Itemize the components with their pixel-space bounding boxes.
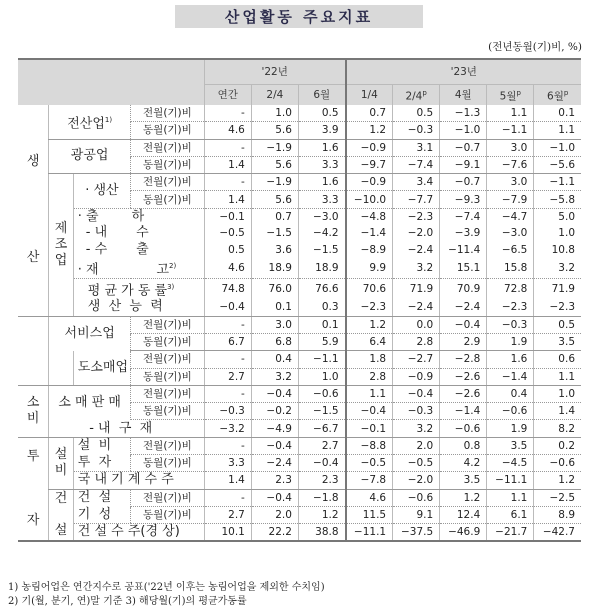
label-facility-inv-1: 설 비 <box>73 437 130 454</box>
cell-shipment-0: −0.1 <box>204 208 251 225</box>
cell-all_yoy-3: 1.2 <box>346 122 393 139</box>
cell-constr_mom-3: 4.6 <box>346 489 393 506</box>
label-facility-inv-2: 투 자 <box>73 455 130 472</box>
cell-shipment-1: 0.7 <box>251 208 298 225</box>
cell-wholesale_mom-5: −2.8 <box>440 351 487 368</box>
cell-retail_yoy-4: −0.3 <box>393 403 440 420</box>
label-mom: 전월(기)비 <box>131 316 205 333</box>
cell-constr_orders-3: −11.1 <box>346 524 393 542</box>
table-row <box>18 506 581 523</box>
cell-mining_mom-0: - <box>204 139 251 156</box>
cell-durables-7: 8.2 <box>534 420 581 437</box>
footnote-1: 1) 농림어업은 연간지수로 공표('22년 이후는 농림어업을 제외한 수치임) <box>8 582 325 593</box>
cell-domestic-7: 1.0 <box>534 225 581 241</box>
cell-wholesale_mom-7: 0.6 <box>534 351 581 368</box>
label-mom: 전월(기)비 <box>131 174 205 191</box>
cell-mining_mom-5: −0.7 <box>440 139 487 156</box>
cell-wholesale_yoy-3: 2.8 <box>346 368 393 385</box>
cell-durables-3: −0.1 <box>346 420 393 437</box>
cell-shipment-4: −2.3 <box>393 208 440 225</box>
cell-all_yoy-1: 5.6 <box>251 122 298 139</box>
header-blank <box>18 59 204 105</box>
cell-services_mom-6: −0.3 <box>487 316 534 333</box>
cell-services_mom-2: 0.1 <box>298 316 345 333</box>
label-construction-orders: 건 설 수 주(경 상) <box>73 524 204 542</box>
cell-retail_yoy-1: −0.2 <box>251 403 298 420</box>
label-capacity: 생 산 능 력 <box>73 299 204 316</box>
cell-services_mom-0: - <box>204 316 251 333</box>
cell-shipment-5: −7.4 <box>440 208 487 225</box>
cell-utilization-2: 76.6 <box>298 279 345 300</box>
table-row <box>18 524 581 542</box>
label-mom: 전월(기)비 <box>131 105 205 122</box>
cell-constr_orders-5: −46.9 <box>440 524 487 542</box>
cell-durables-2: −6.7 <box>298 420 345 437</box>
label-mom: 전월(기)비 <box>131 489 205 506</box>
section-manufacturing: 제 조 업 <box>49 174 74 316</box>
cell-services_yoy-6: 1.9 <box>487 333 534 350</box>
cell-mfg_yoy-0: 1.4 <box>204 191 251 208</box>
cell-facility_mom-5: 0.8 <box>440 437 487 454</box>
cell-constr_orders-4: −37.5 <box>393 524 440 542</box>
cell-domestic-6: −3.0 <box>487 225 534 241</box>
cell-constr_yoy-4: 9.1 <box>393 506 440 523</box>
cell-export-2: −1.5 <box>298 241 345 257</box>
col-header-5: 4월 <box>440 85 487 106</box>
label-construction-done-2: 기 성 <box>73 506 130 523</box>
cell-export-3: −8.9 <box>346 241 393 257</box>
cell-capacity-1: 0.1 <box>251 299 298 316</box>
table-row <box>18 420 581 437</box>
table-row <box>18 139 581 156</box>
label-construction-done-1: 건 설 <box>73 489 130 506</box>
cell-durables-4: 3.2 <box>393 420 440 437</box>
cell-domestic-1: −1.5 <box>251 225 298 241</box>
cell-services_yoy-7: 3.5 <box>534 333 581 350</box>
cell-constr_mom-5: 1.2 <box>440 489 487 506</box>
unit-label: (전년동월(기)비, %) <box>488 41 582 53</box>
cell-wholesale_yoy-6: −1.4 <box>487 368 534 385</box>
cell-durables-6: 1.9 <box>487 420 534 437</box>
label-mom: 전월(기)비 <box>131 139 205 156</box>
cell-facility_yoy-4: −0.5 <box>393 455 440 472</box>
label-inventory: · 재 고$^{2)}$ <box>73 258 204 279</box>
cell-facility_mom-1: −0.4 <box>251 437 298 454</box>
cell-services_mom-7: 0.5 <box>534 316 581 333</box>
cell-mining_yoy-4: −7.4 <box>393 156 440 173</box>
label-utilization: 평 균 가 동 률$^{3)}$ <box>73 279 204 300</box>
cell-capacity-7: −2.3 <box>534 299 581 316</box>
table-row <box>18 437 581 454</box>
cell-wholesale_yoy-4: −0.9 <box>393 368 440 385</box>
header-year-23: '23년 <box>346 59 581 85</box>
cell-services_yoy-4: 2.8 <box>393 333 440 350</box>
label-yoy: 동월(기)비 <box>131 191 205 208</box>
cell-facility_mom-2: 2.7 <box>298 437 345 454</box>
cell-retail_mom-1: −0.4 <box>251 385 298 402</box>
label-export: - 수 출 <box>73 241 204 257</box>
label-mom: 전월(기)비 <box>131 351 205 368</box>
cell-mining_mom-4: 3.1 <box>393 139 440 156</box>
cell-constr_orders-6: −21.7 <box>487 524 534 542</box>
cell-constr_orders-2: 38.8 <box>298 524 345 542</box>
cell-retail_yoy-6: −0.6 <box>487 403 534 420</box>
cell-all_mom-7: 0.1 <box>534 105 581 122</box>
col-header-7: 6월$^p$ <box>534 85 581 106</box>
cell-capacity-5: −2.4 <box>440 299 487 316</box>
cell-retail_mom-6: 0.4 <box>487 385 534 402</box>
cell-all_mom-1: 1.0 <box>251 105 298 122</box>
cell-retail_yoy-7: 1.4 <box>534 403 581 420</box>
section-production: 생 산 <box>18 105 49 316</box>
cell-facility_yoy-5: 4.2 <box>440 455 487 472</box>
cell-all_mom-6: 1.1 <box>487 105 534 122</box>
cell-constr_mom-1: −0.4 <box>251 489 298 506</box>
cell-mfg_yoy-1: 5.6 <box>251 191 298 208</box>
cell-mfg_mom-1: −1.9 <box>251 174 298 191</box>
cell-mfg_yoy-6: −7.9 <box>487 191 534 208</box>
cell-mining_mom-1: −1.9 <box>251 139 298 156</box>
label-yoy: 동월(기)비 <box>131 122 205 139</box>
cell-retail_mom-4: −0.4 <box>393 385 440 402</box>
cell-mfg_mom-6: 3.0 <box>487 174 534 191</box>
cell-domestic-4: −2.0 <box>393 225 440 241</box>
cell-utilization-7: 71.9 <box>534 279 581 300</box>
footnote-2: 2) 기(월, 분기, 연)말 기준 3) 해당월(기)의 평균가동률 <box>8 596 247 607</box>
table-row <box>18 455 581 472</box>
cell-capacity-2: 0.3 <box>298 299 345 316</box>
indicators-table <box>18 58 581 542</box>
cell-inventory-0: 4.6 <box>204 258 251 279</box>
cell-wholesale_mom-0: - <box>204 351 251 368</box>
label-durables: - 내 구 재 <box>49 420 205 437</box>
cell-utilization-6: 72.8 <box>487 279 534 300</box>
cell-constr_orders-0: 10.1 <box>204 524 251 542</box>
cell-capacity-0: −0.4 <box>204 299 251 316</box>
cell-mfg_mom-7: −1.1 <box>534 174 581 191</box>
cell-inventory-4: 3.2 <box>393 258 440 279</box>
cell-mfg_yoy-5: −9.3 <box>440 191 487 208</box>
section-construction: 건 설 <box>49 489 74 541</box>
cell-capacity-6: −2.3 <box>487 299 534 316</box>
cell-retail_mom-3: 1.1 <box>346 385 393 402</box>
cell-mining_yoy-2: 3.3 <box>298 156 345 173</box>
cell-shipment-3: −4.8 <box>346 208 393 225</box>
col-header-4: 2/4$^p$ <box>393 85 440 106</box>
cell-wholesale_yoy-2: 1.0 <box>298 368 345 385</box>
cell-retail_mom-0: - <box>204 385 251 402</box>
cell-all_yoy-2: 3.9 <box>298 122 345 139</box>
cell-utilization-3: 70.6 <box>346 279 393 300</box>
header-year-22: '22년 <box>204 59 345 85</box>
cell-wholesale_mom-1: 0.4 <box>251 351 298 368</box>
cell-machinery-0: 1.4 <box>204 472 251 489</box>
cell-mfg_mom-2: 1.6 <box>298 174 345 191</box>
cell-facility_mom-7: 0.2 <box>534 437 581 454</box>
cell-domestic-2: −4.2 <box>298 225 345 241</box>
cell-utilization-1: 76.0 <box>251 279 298 300</box>
label-mining: 광공업 <box>49 139 131 174</box>
label-yoy: 동월(기)비 <box>131 506 205 523</box>
label-yoy: 동월(기)비 <box>131 333 205 350</box>
cell-all_yoy-0: 4.6 <box>204 122 251 139</box>
cell-wholesale_mom-6: 1.6 <box>487 351 534 368</box>
cell-constr_yoy-1: 2.0 <box>251 506 298 523</box>
cell-export-6: −6.5 <box>487 241 534 257</box>
cell-services_mom-3: 1.2 <box>346 316 393 333</box>
cell-machinery-1: 2.3 <box>251 472 298 489</box>
cell-mfg_yoy-3: −10.0 <box>346 191 393 208</box>
col-header-3: 1/4 <box>346 85 393 106</box>
table-row <box>18 299 581 316</box>
cell-wholesale_yoy-7: 1.1 <box>534 368 581 385</box>
cell-durables-1: −4.9 <box>251 420 298 437</box>
label-mom: 전월(기)비 <box>131 437 205 454</box>
cell-constr_mom-6: 1.1 <box>487 489 534 506</box>
wholesale-indent <box>49 351 74 386</box>
cell-services_yoy-3: 6.4 <box>346 333 393 350</box>
cell-retail_yoy-5: −1.4 <box>440 403 487 420</box>
cell-wholesale_mom-4: −2.7 <box>393 351 440 368</box>
cell-facility_yoy-0: 3.3 <box>204 455 251 472</box>
cell-mining_yoy-1: 5.6 <box>251 156 298 173</box>
cell-mining_mom-6: 3.0 <box>487 139 534 156</box>
cell-utilization-0: 74.8 <box>204 279 251 300</box>
cell-machinery-6: −11.1 <box>487 472 534 489</box>
cell-retail_yoy-2: −1.5 <box>298 403 345 420</box>
table-row <box>18 208 581 225</box>
col-header-6: 5월$^p$ <box>487 85 534 106</box>
cell-mfg_mom-5: −0.7 <box>440 174 487 191</box>
cell-shipment-2: −3.0 <box>298 208 345 225</box>
cell-export-7: 10.8 <box>534 241 581 257</box>
cell-inventory-5: 15.1 <box>440 258 487 279</box>
cell-mfg_mom-0: - <box>204 174 251 191</box>
label-services: 서비스업 <box>49 316 131 351</box>
table-row <box>18 385 581 402</box>
cell-inventory-1: 18.9 <box>251 258 298 279</box>
cell-facility_yoy-3: −0.5 <box>346 455 393 472</box>
cell-facility_mom-0: - <box>204 437 251 454</box>
cell-constr_orders-7: −42.7 <box>534 524 581 542</box>
cell-inventory-6: 15.8 <box>487 258 534 279</box>
page-title: 산업활동 주요지표 <box>224 8 374 26</box>
cell-wholesale_mom-3: 1.8 <box>346 351 393 368</box>
cell-inventory-2: 18.9 <box>298 258 345 279</box>
cell-mfg_mom-4: 3.4 <box>393 174 440 191</box>
label-all-industry: 전산업$^{1)}$ <box>49 105 131 139</box>
cell-export-1: 3.6 <box>251 241 298 257</box>
cell-mining_yoy-0: 1.4 <box>204 156 251 173</box>
label-mfg-production: · 생산 <box>73 174 130 209</box>
table-row <box>18 316 581 333</box>
label-yoy: 동월(기)비 <box>131 455 205 472</box>
cell-machinery-4: −2.0 <box>393 472 440 489</box>
section-investment: 투 자 <box>18 437 49 541</box>
cell-wholesale_yoy-0: 2.7 <box>204 368 251 385</box>
label-yoy: 동월(기)비 <box>131 368 205 385</box>
cell-services_mom-4: 0.0 <box>393 316 440 333</box>
cell-constr_yoy-6: 6.1 <box>487 506 534 523</box>
cell-export-5: −11.4 <box>440 241 487 257</box>
table-row <box>18 174 581 191</box>
table-row <box>18 489 581 506</box>
cell-constr_yoy-2: 1.2 <box>298 506 345 523</box>
cell-retail_yoy-3: −0.4 <box>346 403 393 420</box>
cell-shipment-7: 5.0 <box>534 208 581 225</box>
cell-all_mom-0: - <box>204 105 251 122</box>
cell-domestic-0: −0.5 <box>204 225 251 241</box>
label-wholesale: 도소매업 <box>73 351 130 386</box>
cell-mining_mom-3: −0.9 <box>346 139 393 156</box>
cell-mining_yoy-3: −9.7 <box>346 156 393 173</box>
table-row <box>18 351 581 368</box>
table-row <box>18 279 581 300</box>
cell-facility_yoy-2: −0.4 <box>298 455 345 472</box>
table-row <box>18 241 581 257</box>
cell-services_yoy-5: 2.9 <box>440 333 487 350</box>
cell-facility_mom-3: −8.8 <box>346 437 393 454</box>
cell-utilization-4: 71.9 <box>393 279 440 300</box>
cell-mining_mom-7: −1.0 <box>534 139 581 156</box>
cell-facility_yoy-7: −0.6 <box>534 455 581 472</box>
cell-all_yoy-5: −1.0 <box>440 122 487 139</box>
cell-all_yoy-6: −1.1 <box>487 122 534 139</box>
col-header-1: 2/4 <box>251 85 298 106</box>
cell-retail_yoy-0: −0.3 <box>204 403 251 420</box>
cell-constr_mom-2: −1.8 <box>298 489 345 506</box>
cell-inventory-3: 9.9 <box>346 258 393 279</box>
cell-wholesale_mom-2: −1.1 <box>298 351 345 368</box>
label-retail: 소 매 판 매 <box>49 385 131 420</box>
cell-facility_mom-4: 2.0 <box>393 437 440 454</box>
cell-services_mom-1: 3.0 <box>251 316 298 333</box>
cell-mfg_yoy-4: −7.7 <box>393 191 440 208</box>
label-domestic: - 내 수 <box>73 225 204 241</box>
cell-constr_yoy-3: 11.5 <box>346 506 393 523</box>
cell-constr_mom-0: - <box>204 489 251 506</box>
cell-export-0: 0.5 <box>204 241 251 257</box>
cell-all_yoy-4: −0.3 <box>393 122 440 139</box>
cell-inventory-7: 3.2 <box>534 258 581 279</box>
cell-all_mom-2: 0.5 <box>298 105 345 122</box>
cell-wholesale_yoy-1: 3.2 <box>251 368 298 385</box>
cell-capacity-3: −2.3 <box>346 299 393 316</box>
cell-domestic-5: −3.9 <box>440 225 487 241</box>
label-machinery-orders: 국 내 기 계 수 주 <box>73 472 204 489</box>
section-consumption: 소 비 <box>18 385 49 437</box>
cell-capacity-4: −2.4 <box>393 299 440 316</box>
cell-mining_yoy-6: −7.6 <box>487 156 534 173</box>
cell-facility_yoy-6: −4.5 <box>487 455 534 472</box>
col-header-2: 6월 <box>298 85 345 106</box>
cell-retail_mom-7: 1.0 <box>534 385 581 402</box>
table-row <box>18 472 581 489</box>
cell-services_mom-5: −0.4 <box>440 316 487 333</box>
cell-machinery-3: −7.8 <box>346 472 393 489</box>
cell-machinery-2: 2.3 <box>298 472 345 489</box>
cell-constr_mom-4: −0.6 <box>393 489 440 506</box>
cell-constr_mom-7: −2.5 <box>534 489 581 506</box>
cell-mining_yoy-7: −5.6 <box>534 156 581 173</box>
section-facility: 설 비 <box>49 437 74 489</box>
section-services-blank <box>18 316 49 385</box>
cell-mining_yoy-5: −9.1 <box>440 156 487 173</box>
cell-all_mom-5: −1.3 <box>440 105 487 122</box>
cell-retail_mom-5: −2.6 <box>440 385 487 402</box>
cell-utilization-5: 70.9 <box>440 279 487 300</box>
cell-mfg_yoy-2: 3.3 <box>298 191 345 208</box>
cell-machinery-5: 3.5 <box>440 472 487 489</box>
label-shipment: · 출 하 <box>73 208 204 225</box>
cell-mfg_yoy-7: −5.8 <box>534 191 581 208</box>
label-yoy: 동월(기)비 <box>131 156 205 173</box>
col-header-0: 연간 <box>204 85 251 106</box>
cell-all_mom-3: 0.7 <box>346 105 393 122</box>
cell-mfg_mom-3: −0.9 <box>346 174 393 191</box>
cell-wholesale_yoy-5: −2.6 <box>440 368 487 385</box>
label-yoy: 동월(기)비 <box>131 403 205 420</box>
cell-facility_yoy-1: −2.4 <box>251 455 298 472</box>
table-row <box>18 258 581 279</box>
cell-all_yoy-7: 1.1 <box>534 122 581 139</box>
cell-durables-5: −0.6 <box>440 420 487 437</box>
cell-constr_yoy-7: 8.9 <box>534 506 581 523</box>
cell-durables-0: −3.2 <box>204 420 251 437</box>
cell-constr_yoy-5: 12.4 <box>440 506 487 523</box>
cell-shipment-6: −4.7 <box>487 208 534 225</box>
cell-constr_orders-1: 22.2 <box>251 524 298 542</box>
cell-constr_yoy-0: 2.7 <box>204 506 251 523</box>
cell-services_yoy-1: 6.8 <box>251 333 298 350</box>
cell-export-4: −2.4 <box>393 241 440 257</box>
cell-all_mom-4: 0.5 <box>393 105 440 122</box>
table-row <box>18 105 581 122</box>
label-mom: 전월(기)비 <box>131 385 205 402</box>
cell-facility_mom-6: 3.5 <box>487 437 534 454</box>
cell-retail_mom-2: −0.6 <box>298 385 345 402</box>
table-row <box>18 225 581 241</box>
cell-domestic-3: −1.4 <box>346 225 393 241</box>
title-banner <box>175 5 423 28</box>
cell-services_yoy-2: 5.9 <box>298 333 345 350</box>
cell-mining_mom-2: 1.6 <box>298 139 345 156</box>
cell-services_yoy-0: 6.7 <box>204 333 251 350</box>
cell-machinery-7: 1.2 <box>534 472 581 489</box>
